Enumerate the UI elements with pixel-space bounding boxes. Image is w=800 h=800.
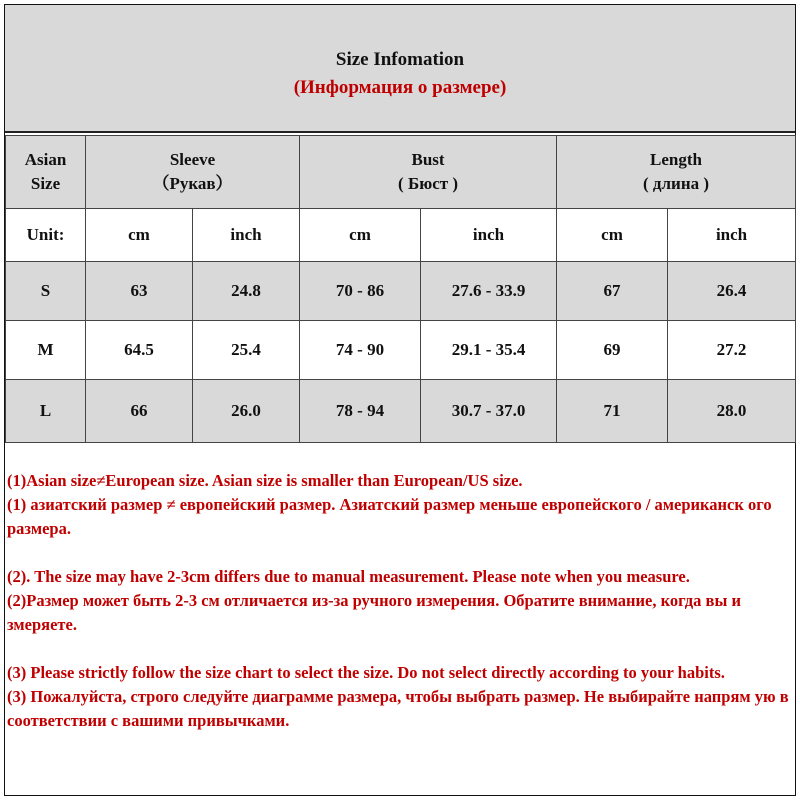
title-russian: (Информация о размере) — [293, 77, 507, 98]
table-cell: 28.0 — [668, 380, 796, 443]
size-table — [5, 135, 796, 443]
size-label: M — [6, 321, 86, 380]
table-row-s — [6, 262, 796, 321]
unit-cell: cm — [300, 209, 421, 262]
note-1-ru: (1) азиатский размер ≠ европейский размер. Азиатский размер меньше европейского / американск ого размера. — [7, 495, 772, 538]
size-label: L — [6, 380, 86, 443]
unit-cell: inch — [193, 209, 300, 262]
table-cell: 78 - 94 — [300, 380, 421, 443]
header-length: Length ( длина ) — [557, 136, 796, 209]
table-cell: 27.6 - 33.9 — [421, 262, 557, 321]
table-cell: 64.5 — [86, 321, 193, 380]
title-english: Size Infomation — [335, 49, 465, 70]
size-chart — [4, 4, 796, 796]
table-header-row — [6, 136, 796, 209]
table-row-m — [6, 321, 796, 380]
header-bust: Bust ( Бюст ) — [300, 136, 557, 209]
note-1-en: (1)Asian size≠European size. Asian size is smaller than European/US size. — [7, 471, 523, 490]
header-asian-size: Asian Size — [6, 136, 86, 209]
note-3-en: (3) Please strictly follow the size chart to select the size. Do not select directly according to your habits. — [7, 663, 725, 682]
table-cell: 30.7 - 37.0 — [421, 380, 557, 443]
table-cell: 74 - 90 — [300, 321, 421, 380]
table-cell: 67 — [557, 262, 668, 321]
table-cell: 26.0 — [193, 380, 300, 443]
table-cell: 71 — [557, 380, 668, 443]
unit-row — [6, 209, 796, 262]
table-row-l — [6, 380, 796, 443]
title-section — [5, 5, 795, 133]
table-cell: 69 — [557, 321, 668, 380]
table-cell: 29.1 - 35.4 — [421, 321, 557, 380]
size-label: S — [6, 262, 86, 321]
notes-section — [7, 469, 793, 733]
table-cell: 66 — [86, 380, 193, 443]
unit-cell: inch — [421, 209, 557, 262]
table-cell: 63 — [86, 262, 193, 321]
note-2-en: (2). The size may have 2-3cm differs due to manual measurement. Please note when you measure. — [7, 567, 690, 586]
note-3-ru: (3) Пожалуйста, строго следуйте диаграмме размера, чтобы выбрать размер. Не выбирайте напрям ую в соответствии с вашими привычками. — [7, 687, 789, 730]
note-2-ru: (2)Размер может быть 2-3 см отличается из-за ручного измерения. Обратите внимание, когда вы и змеряете. — [7, 591, 741, 634]
table-cell: 24.8 — [193, 262, 300, 321]
table-cell: 25.4 — [193, 321, 300, 380]
table-cell: 26.4 — [668, 262, 796, 321]
unit-cell: inch — [668, 209, 796, 262]
unit-cell: cm — [557, 209, 668, 262]
header-sleeve: Sleeve （Рукав） — [86, 136, 300, 209]
unit-label: Unit: — [6, 209, 86, 262]
table-cell: 27.2 — [668, 321, 796, 380]
table-cell: 70 - 86 — [300, 262, 421, 321]
unit-cell: cm — [86, 209, 193, 262]
